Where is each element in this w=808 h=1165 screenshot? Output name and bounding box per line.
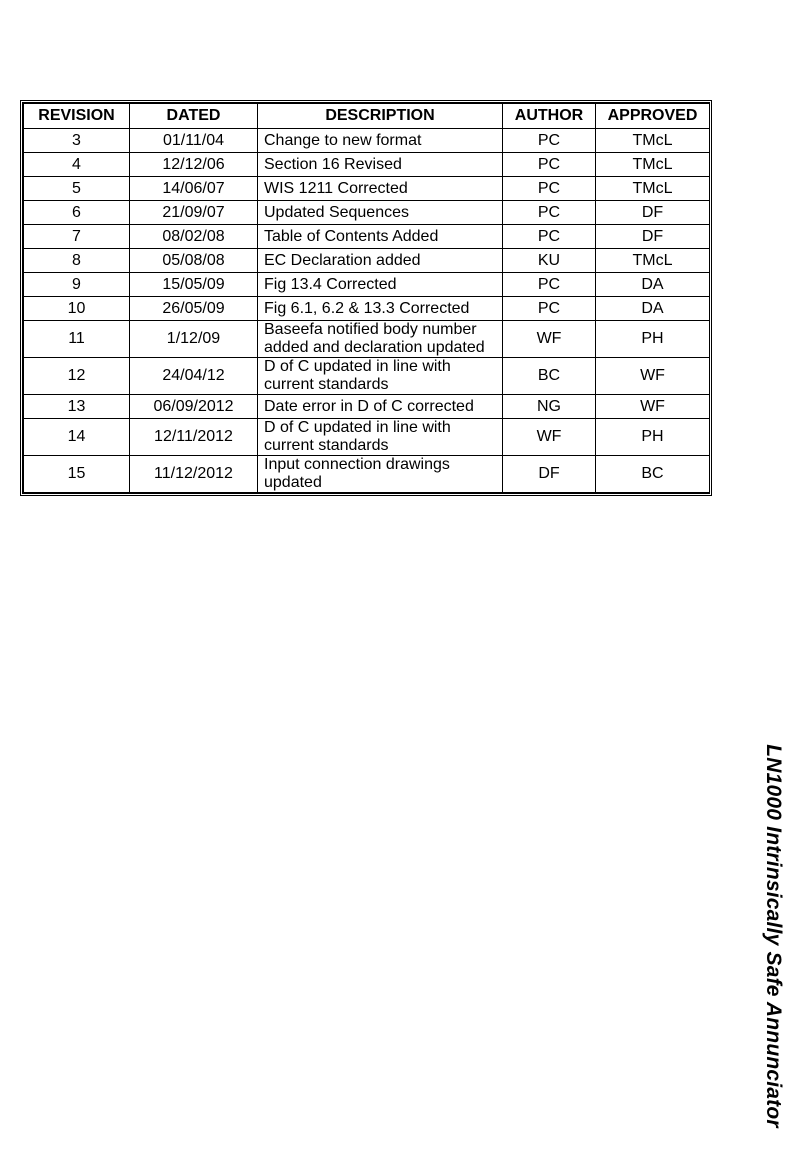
cell-author: PC	[503, 201, 596, 225]
cell-dated: 05/08/08	[130, 249, 258, 273]
table-row	[24, 321, 710, 358]
table-row	[24, 419, 710, 456]
cell-approved: DF	[596, 201, 710, 225]
header-revision: REVISION	[24, 104, 130, 129]
cell-approved: WF	[596, 358, 710, 395]
cell-revision: 5	[24, 177, 130, 201]
header-dated: DATED	[130, 104, 258, 129]
cell-dated: 12/12/06	[130, 153, 258, 177]
cell-author: PC	[503, 297, 596, 321]
cell-revision: 12	[24, 358, 130, 395]
document-side-title: LN1000 Intrinsically Safe Annunciator	[762, 744, 785, 1128]
cell-approved: BC	[596, 456, 710, 493]
table-row	[24, 273, 710, 297]
cell-revision: 4	[24, 153, 130, 177]
cell-description: D of C updated in line with current standards	[258, 358, 503, 395]
cell-approved: WF	[596, 395, 710, 419]
cell-approved: PH	[596, 321, 710, 358]
cell-description: Table of Contents Added	[258, 225, 503, 249]
cell-approved: TMcL	[596, 177, 710, 201]
table-body	[24, 129, 710, 493]
table-row	[24, 225, 710, 249]
cell-author: PC	[503, 153, 596, 177]
cell-dated: 15/05/09	[130, 273, 258, 297]
cell-description: Section 16 Revised	[258, 153, 503, 177]
cell-description: Date error in D of C corrected	[258, 395, 503, 419]
cell-approved: DA	[596, 273, 710, 297]
cell-approved: DF	[596, 225, 710, 249]
cell-revision: 15	[24, 456, 130, 493]
cell-revision: 11	[24, 321, 130, 358]
header-row	[24, 104, 710, 129]
cell-author: WF	[503, 419, 596, 456]
table-row	[24, 249, 710, 273]
cell-dated: 26/05/09	[130, 297, 258, 321]
table-row	[24, 129, 710, 153]
cell-dated: 11/12/2012	[130, 456, 258, 493]
table-row	[24, 395, 710, 419]
cell-description: Updated Sequences	[258, 201, 503, 225]
cell-description: Fig 13.4 Corrected	[258, 273, 503, 297]
cell-author: WF	[503, 321, 596, 358]
cell-dated: 21/09/07	[130, 201, 258, 225]
cell-approved: DA	[596, 297, 710, 321]
cell-dated: 12/11/2012	[130, 419, 258, 456]
table-row	[24, 177, 710, 201]
table-row	[24, 297, 710, 321]
cell-dated: 08/02/08	[130, 225, 258, 249]
cell-dated: 06/09/2012	[130, 395, 258, 419]
cell-author: NG	[503, 395, 596, 419]
cell-revision: 3	[24, 129, 130, 153]
cell-approved: PH	[596, 419, 710, 456]
table-row	[24, 201, 710, 225]
cell-description: D of C updated in line with current standards	[258, 419, 503, 456]
cell-revision: 8	[24, 249, 130, 273]
header-author: AUTHOR	[503, 104, 596, 129]
table-header	[24, 104, 710, 129]
cell-approved: TMcL	[596, 249, 710, 273]
cell-dated: 1/12/09	[130, 321, 258, 358]
cell-approved: TMcL	[596, 153, 710, 177]
cell-description: Fig 6.1, 6.2 & 13.3 Corrected	[258, 297, 503, 321]
table-row	[24, 153, 710, 177]
cell-revision: 6	[24, 201, 130, 225]
cell-author: PC	[503, 129, 596, 153]
table-row	[24, 358, 710, 395]
revision-table	[23, 103, 710, 493]
cell-author: DF	[503, 456, 596, 493]
header-approved: APPROVED	[596, 104, 710, 129]
cell-dated: 14/06/07	[130, 177, 258, 201]
cell-revision: 10	[24, 297, 130, 321]
header-description: DESCRIPTION	[258, 104, 503, 129]
cell-author: PC	[503, 273, 596, 297]
cell-author: PC	[503, 225, 596, 249]
cell-description: Input connection drawings updated	[258, 456, 503, 493]
cell-description: EC Declaration added	[258, 249, 503, 273]
cell-revision: 13	[24, 395, 130, 419]
cell-description: Change to new format	[258, 129, 503, 153]
cell-revision: 14	[24, 419, 130, 456]
cell-description: WIS 1211 Corrected	[258, 177, 503, 201]
cell-approved: TMcL	[596, 129, 710, 153]
revision-history-table	[20, 100, 712, 496]
cell-author: BC	[503, 358, 596, 395]
cell-dated: 01/11/04	[130, 129, 258, 153]
cell-revision: 7	[24, 225, 130, 249]
table-row	[24, 456, 710, 493]
cell-dated: 24/04/12	[130, 358, 258, 395]
cell-revision: 9	[24, 273, 130, 297]
cell-description: Baseefa notified body number added and declaration updated	[258, 321, 503, 358]
cell-author: PC	[503, 177, 596, 201]
cell-author: KU	[503, 249, 596, 273]
